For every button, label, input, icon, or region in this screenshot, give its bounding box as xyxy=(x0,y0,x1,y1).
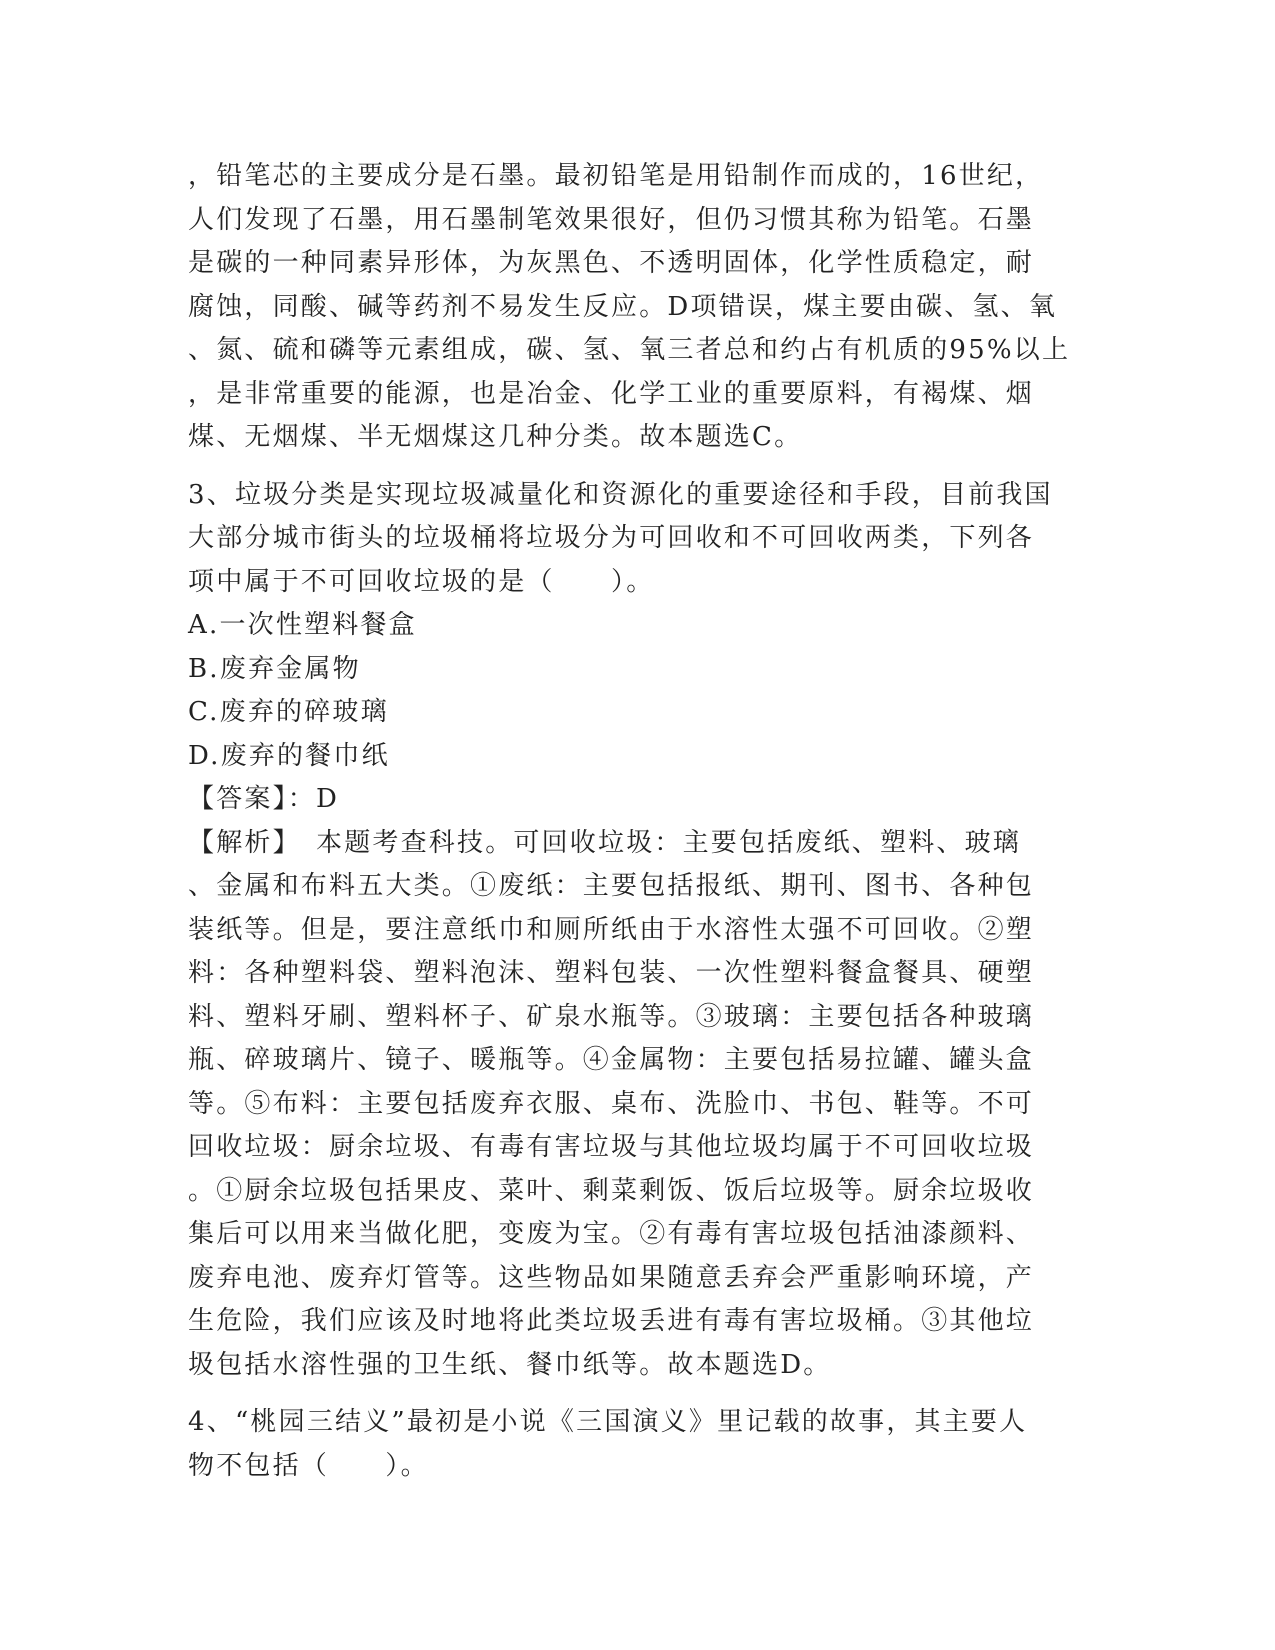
explanation-line: 料：各种塑料袋、塑料泡沫、塑料包装、一次性塑料餐盒餐具、硬塑 xyxy=(188,958,1035,988)
text-line: 是碳的一种同素异形体，为灰黑色、不透明固体，化学性质稳定，耐 xyxy=(188,248,1035,278)
question-text-line: 项中属于不可回收垃圾的是（ ）。 xyxy=(188,566,655,597)
text-line: 、氮、硫和磷等元素组成，碳、氢、氧三者总和约占有机质的95%以上 xyxy=(188,335,1071,365)
option-b: B.废弃金属物 xyxy=(188,653,361,684)
option-a: A.一次性塑料餐盒 xyxy=(188,610,417,640)
question-text-line: 4、“桃园三结义”最初是小说《三国演义》里记载的故事，其主要人 xyxy=(188,1407,1028,1437)
document-page xyxy=(188,155,1093,1488)
question-text-line: 物不包括（ ）。 xyxy=(188,1450,429,1481)
text-line: ，铅笔芯的主要成分是石墨。最初铅笔是用铅制作而成的，16世纪， xyxy=(188,161,1044,191)
question-text-line: 3、垃圾分类是实现垃圾减量化和资源化的重要途径和手段，目前我国 xyxy=(188,479,1053,510)
text-line: ，是非常重要的能源，也是冶金、化学工业的重要原料，有褐煤、烟 xyxy=(188,378,1035,409)
explanation-line: 、金属和布料五大类。①废纸：主要包括报纸、期刊、图书、各种包 xyxy=(188,871,1035,901)
explanation-line: 瓶、碎玻璃片、镜子、暖瓶等。④金属物：主要包括易拉罐、罐头盒 xyxy=(188,1045,1035,1075)
paragraph-gap xyxy=(188,1387,1093,1401)
question-4 xyxy=(188,1401,1093,1488)
explanation-line: 圾包括水溶性强的卫生纸、餐巾纸等。故本题选D。 xyxy=(188,1349,832,1380)
explanation-line: 等。⑤布料：主要包括废弃衣服、桌布、洗脸巾、书包、鞋等。不可 xyxy=(188,1088,1035,1119)
text-line: 人们发现了石墨，用石墨制笔效果很好，但仍习惯其称为铅笔。石墨 xyxy=(188,204,1035,235)
option-d: D.废弃的餐巾纸 xyxy=(188,740,390,771)
explanation-line: 废弃电池、废弃灯管等。这些物品如果随意丢弃会严重影响环境，产 xyxy=(188,1262,1035,1293)
explanation-line: 集后可以用来当做化肥，变废为宝。②有毒有害垃圾包括油漆颜料、 xyxy=(188,1219,1035,1249)
explanation-line: 【解析】 本题考查科技。可回收垃圾：主要包括废纸、塑料、玻璃 xyxy=(188,827,1022,858)
explanation xyxy=(188,822,1093,1388)
explanation-line: 回收垃圾：厨余垃圾、有毒有害垃圾与其他垃圾均属于不可回收垃圾 xyxy=(188,1132,1035,1162)
question-3 xyxy=(188,474,1093,1388)
option-c: C.废弃的碎玻璃 xyxy=(188,697,389,727)
text-line: 煤、无烟煤、半无烟煤这几种分类。故本题选C。 xyxy=(188,422,803,452)
explanation-line: 。①厨余垃圾包括果皮、菜叶、剩菜剩饭、饭后垃圾等。厨余垃圾收 xyxy=(188,1175,1035,1206)
explanation-line: 料、塑料牙刷、塑料杯子、矿泉水瓶等。③玻璃：主要包括各种玻璃 xyxy=(188,1001,1035,1032)
text-line: 腐蚀，同酸、碱等药剂不易发生反应。D项错误，煤主要由碳、氢、氧 xyxy=(188,291,1058,322)
q2-explanation-continued xyxy=(188,155,1093,460)
paragraph-gap xyxy=(188,460,1093,474)
question-text-line: 大部分城市街头的垃圾桶将垃圾分为可回收和不可回收两类，下列各 xyxy=(188,523,1035,553)
explanation-line: 装纸等。但是，要注意纸巾和厕所纸由于水溶性太强不可回收。②塑 xyxy=(188,914,1035,945)
explanation-line: 生危险，我们应该及时地将此类垃圾丢进有毒有害垃圾桶。③其他垃 xyxy=(188,1306,1035,1336)
answer-line: 【答案】：D xyxy=(188,784,340,814)
